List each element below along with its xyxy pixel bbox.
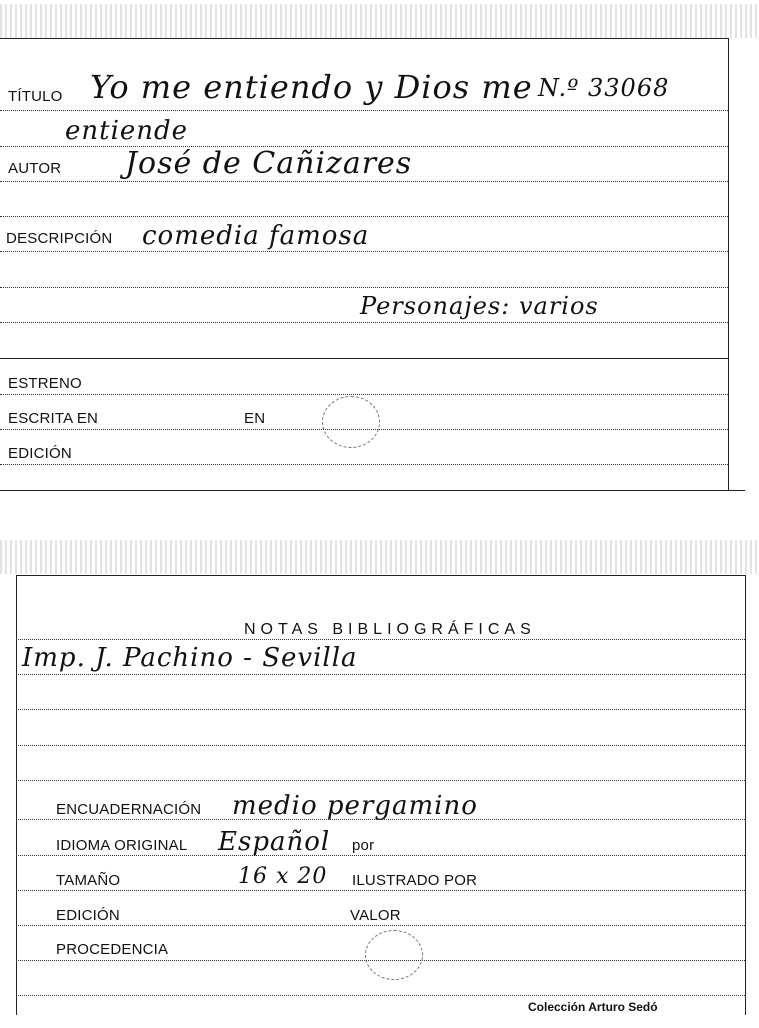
- titulo-label: TÍTULO: [8, 88, 63, 105]
- escrita-en-label: ESCRITA EN: [8, 410, 99, 427]
- personajes-value: Personajes: varios: [360, 292, 599, 320]
- descripcion-label: DESCRIPCIÓN: [6, 230, 113, 247]
- descripcion-rule: [0, 251, 728, 252]
- estreno-rule: [0, 394, 728, 395]
- edicion-rule-front: [0, 464, 728, 465]
- section-divider: [0, 358, 728, 359]
- escrita-rule: [0, 429, 728, 430]
- procedencia-label: PROCEDENCIA: [56, 941, 169, 958]
- descripcion-value: comedia famosa: [142, 221, 370, 251]
- en-label: EN: [244, 410, 266, 427]
- titulo-value-line1: Yo me entiendo y Dios me: [90, 68, 533, 106]
- autor-value: José de Cañizares: [125, 146, 413, 181]
- back-card-left-border: [16, 575, 17, 1015]
- notas-rule-4: [16, 745, 745, 746]
- titulo-value-line2: entiende: [65, 116, 189, 146]
- autor-label: AUTOR: [8, 160, 62, 177]
- embossed-seal-front: [322, 396, 380, 448]
- front-card-bottom-border: [0, 490, 745, 491]
- idioma-value: Español: [218, 827, 331, 857]
- tamano-value: 16 x 20: [238, 864, 328, 889]
- titulo-rule: [0, 110, 728, 111]
- catalog-number: N.º 33068: [538, 74, 670, 102]
- ilustrado-label: ILUSTRADO POR: [352, 872, 478, 889]
- notas-rule-5: [16, 780, 745, 781]
- blank-rule-3: [0, 322, 728, 323]
- back-card-top-border: [16, 575, 746, 576]
- notas-rule-2: [16, 674, 745, 675]
- edicion-rule-back: [16, 925, 745, 926]
- edicion-label-back: EDICIÓN: [56, 907, 120, 924]
- por-label: por: [352, 837, 375, 854]
- front-card-right-border: [728, 38, 729, 490]
- blank-rule-2: [0, 287, 728, 288]
- notas-rule-1: [16, 639, 745, 640]
- idioma-label: IDIOMA ORIGINAL: [56, 837, 188, 854]
- valor-label: VALOR: [350, 907, 401, 924]
- encuadernacion-value: medio pergamino: [232, 791, 478, 821]
- notas-header: NOTAS BIBLIOGRÁFICAS: [244, 621, 536, 638]
- estreno-label: ESTRENO: [8, 375, 82, 392]
- final-rule: [16, 995, 745, 996]
- tamano-label: TAMAÑO: [56, 872, 121, 889]
- edicion-label-front: EDICIÓN: [8, 445, 72, 462]
- front-card: [0, 0, 759, 492]
- embossed-seal-back: [365, 930, 423, 980]
- tamano-rule: [16, 890, 745, 891]
- encuadernacion-rule: [16, 819, 745, 820]
- idioma-rule: [16, 855, 745, 856]
- encuadernacion-label: ENCUADERNACIÓN: [56, 801, 202, 818]
- imprenta-value: Imp. J. Pachino - Sevilla: [22, 643, 358, 673]
- back-card-right-border: [745, 575, 746, 1015]
- autor-rule: [0, 181, 728, 182]
- back-card-torn-edge: [0, 540, 759, 574]
- blank-rule-1: [0, 216, 728, 217]
- collection-credit: Colección Arturo Sedó: [528, 1000, 658, 1014]
- front-card-torn-edge: [0, 4, 759, 38]
- back-card: [0, 535, 759, 1028]
- notas-rule-3: [16, 709, 745, 710]
- front-card-top-border: [0, 38, 728, 39]
- procedencia-rule: [16, 960, 745, 961]
